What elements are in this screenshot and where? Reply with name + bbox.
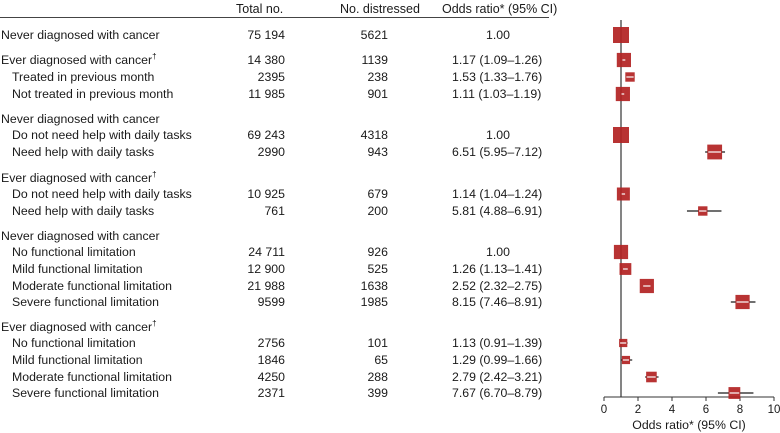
- total-count: 75 194: [247, 28, 285, 42]
- odds-ratio-value: 6.51 (5.95–7.12): [452, 145, 543, 159]
- header-total: Total no.: [236, 2, 284, 16]
- row-label: Not treated in previous month: [12, 87, 174, 101]
- x-tick-label: 4: [668, 404, 676, 416]
- odds-ratio-value: 1.17 (1.09–1.26): [452, 53, 543, 67]
- total-count: 761: [264, 204, 285, 218]
- point-estimate-marker: [614, 245, 628, 259]
- odds-ratio-value: 1.53 (1.33–1.76): [452, 70, 543, 84]
- x-tick-label: 10: [767, 404, 780, 416]
- distressed-count: 901: [367, 87, 388, 101]
- row-label: Ever diagnosed with cancer†: [1, 169, 157, 185]
- distressed-count: 399: [367, 386, 388, 400]
- odds-ratio-value: 5.81 (4.88–6.91): [452, 204, 543, 218]
- odds-ratio-value: 1.11 (1.03–1.19): [452, 87, 542, 101]
- x-tick-label: 2: [634, 404, 642, 416]
- row-label: No functional limitation: [12, 336, 136, 350]
- row-label: Never diagnosed with cancer: [1, 28, 160, 42]
- distressed-count: 679: [367, 187, 388, 201]
- row-label: No functional limitation: [12, 245, 136, 259]
- row-label: Moderate functional limitation: [12, 279, 172, 293]
- distressed-count: 1139: [361, 53, 388, 67]
- odds-ratio-value: 8.15 (7.46–8.91): [452, 295, 543, 309]
- odds-ratio-value: 1.29 (0.99–1.66): [452, 353, 543, 367]
- row-label: Need help with daily tasks: [12, 204, 155, 218]
- point-estimate-marker: [613, 127, 629, 143]
- distressed-count: 525: [367, 262, 388, 276]
- odds-ratio-value: 1.26 (1.13–1.41): [452, 262, 543, 276]
- odds-ratio-value: 1.00: [486, 245, 510, 259]
- total-count: 11 985: [248, 87, 285, 101]
- distressed-count: 926: [367, 245, 388, 259]
- footnote-dagger: †: [152, 51, 157, 61]
- row-label: Mild functional limitation: [12, 262, 143, 276]
- distressed-count: 943: [367, 145, 388, 159]
- odds-ratio-value: 7.67 (6.70–8.79): [452, 386, 543, 400]
- row-label: Severe functional limitation: [12, 386, 159, 400]
- distressed-count: 288: [367, 370, 388, 384]
- row-label: Do not need help with daily tasks: [12, 128, 192, 142]
- x-tick-label: 6: [702, 404, 710, 416]
- total-count: 1846: [257, 353, 285, 367]
- odds-ratio-value: 1.00: [486, 28, 510, 42]
- total-count: 69 243: [247, 128, 285, 142]
- odds-ratio-value: 2.79 (2.42–3.21): [452, 370, 543, 384]
- distressed-count: 1985: [360, 295, 388, 309]
- row-label: Do not need help with daily tasks: [12, 187, 192, 201]
- total-count: 4250: [257, 370, 285, 384]
- row-label: Ever diagnosed with cancer†: [1, 318, 157, 334]
- distressed-count: 4318: [360, 128, 388, 142]
- x-tick-label: 0: [600, 404, 608, 416]
- distressed-count: 238: [367, 70, 388, 84]
- total-count: 2371: [257, 386, 285, 400]
- total-count: 24 711: [248, 245, 285, 259]
- row-label: Need help with daily tasks: [12, 145, 155, 159]
- total-count: 9599: [257, 295, 285, 309]
- header-distressed: No. distressed: [340, 2, 420, 16]
- row-label: Never diagnosed with cancer: [1, 112, 160, 126]
- total-count: 2395: [257, 70, 285, 84]
- odds-ratio-value: 1.00: [486, 128, 510, 142]
- total-count: 21 988: [247, 279, 285, 293]
- distressed-count: 5621: [360, 28, 388, 42]
- row-label: Mild functional limitation: [12, 353, 143, 367]
- x-tick-label: 8: [736, 404, 744, 416]
- distressed-count: 65: [374, 353, 388, 367]
- total-count: 14 380: [247, 53, 285, 67]
- odds-ratio-value: 1.13 (0.91–1.39): [452, 336, 543, 350]
- total-count: 2990: [257, 145, 285, 159]
- row-label: Severe functional limitation: [12, 295, 159, 309]
- total-count: 2756: [257, 336, 285, 350]
- odds-ratio-value: 1.14 (1.04–1.24): [452, 187, 543, 201]
- row-label: Ever diagnosed with cancer†: [1, 51, 157, 67]
- footnote-dagger: †: [152, 318, 157, 328]
- total-count: 12 900: [247, 262, 285, 276]
- footnote-dagger: †: [152, 169, 157, 179]
- point-estimate-marker: [613, 27, 629, 43]
- odds-ratio-value: 2.52 (2.32–2.75): [452, 279, 543, 293]
- row-label: Never diagnosed with cancer: [1, 229, 160, 243]
- distressed-count: 200: [367, 204, 388, 218]
- row-label: Moderate functional limitation: [12, 370, 172, 384]
- total-count: 10 925: [247, 187, 285, 201]
- row-label: Treated in previous month: [12, 70, 155, 84]
- x-axis-title: Odds ratio* (95% CI): [632, 418, 746, 432]
- distressed-count: 101: [367, 336, 388, 350]
- distressed-count: 1638: [360, 279, 388, 293]
- header-odds-ratio: Odds ratio* (95% CI): [442, 2, 558, 16]
